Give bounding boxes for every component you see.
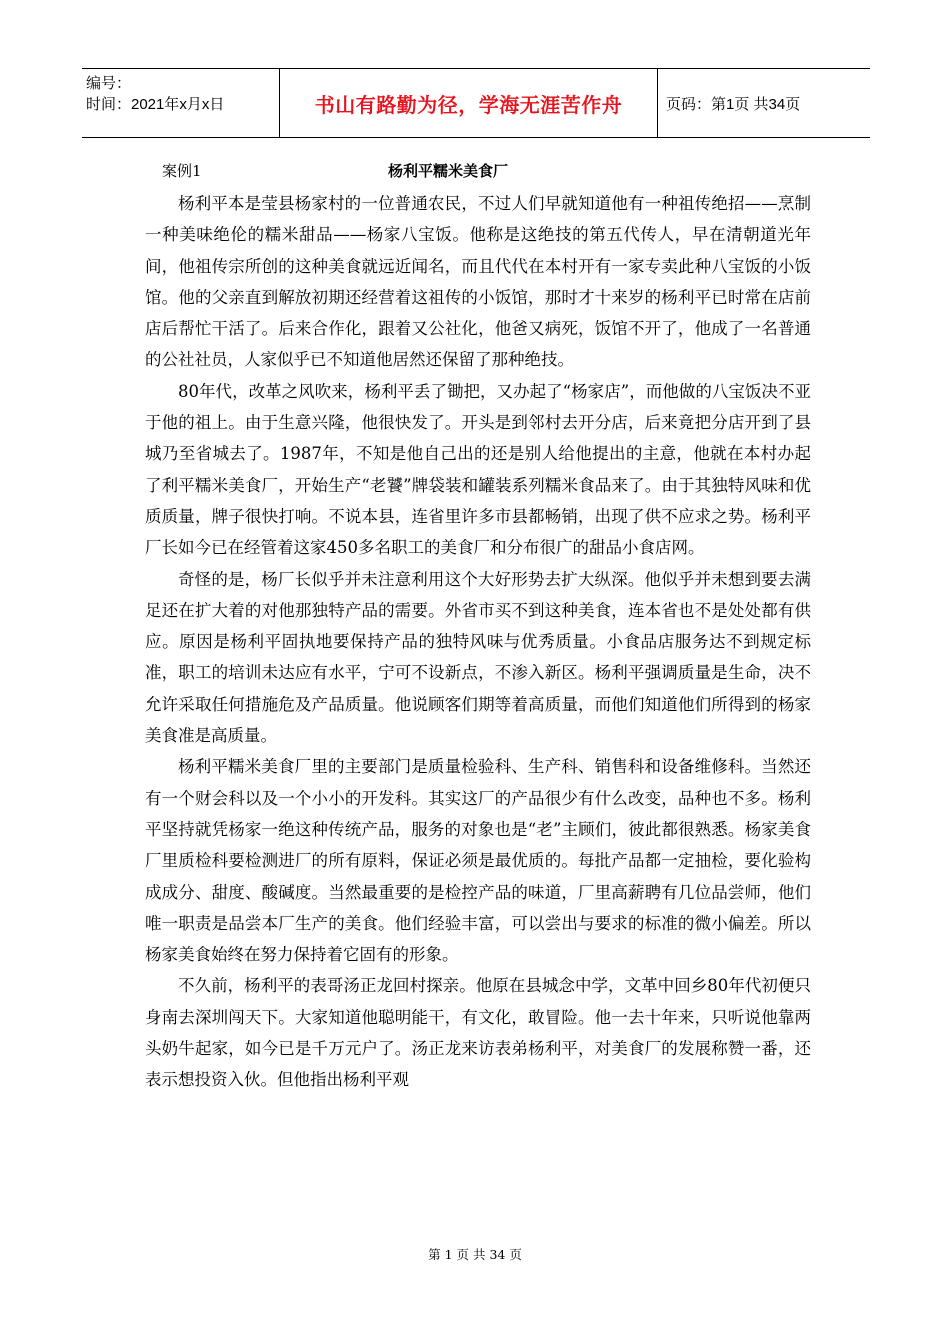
case-label: 案例1 bbox=[162, 162, 202, 180]
paragraph: 杨利平本是莹县杨家村的一位普通农民，不过人们早就知道他有一种祖传绝招——烹制一种美味绝伦的糯米甜品——杨家八宝饭。他称是这绝技的第五代传人，早在清朝道光年间，他祖传宗所创的这种美食就远近闻名，而且代代在本村开有一家专卖此种八宝饭的小饭馆。他的父亲直到解放初期还经营着这祖传的小饭馆，那时才十来岁的杨利平已时常在店前店后帮忙干活了。后来合作化，跟着又公社化，他爸又病死，饭馆不开了，他成了一名普通的公社社员，人家似乎已不知道他居然还保留了那种绝技。 bbox=[145, 194, 811, 370]
paragraph: 80年代，改革之风吹来，杨利平丢了锄把，又办起了“杨家店”，而他做的八宝饭决不亚于他的祖上。由于生意兴隆，他很快发了。开头是到邻村去开分店，后来竟把分店开到了县城乃至省城去了。1987年，不知是他自己出的还是别人给他提出的主意，他就在本村办起了利平糯米美食厂，开始生产“老饕”牌袋装和罐装系列糯米食品来了。由于其独特风味和优质质量，牌子很快打响。不说本县，连省里许多市县都畅销，出现了供不应求之势。杨利平厂长如今已在经管着这家450多名职工的美食厂和分布很广的甜品小食店网。 bbox=[145, 381, 811, 558]
document-header bbox=[82, 68, 870, 138]
paragraph: 杨利平糯米美食厂里的主要部门是质量检验科、生产科、销售科和设备维修科。当然还有一个财会科以及一个小小的开发科。其实这厂的产品很少有什么改变，品种也不多。杨利平坚持就凭杨家一绝这种传统产品，服务的对象也是“老”主顾们，彼此都很熟悉。杨家美食厂里质检科要检测进厂的所有原料，保证必须是最优质的。每批产品都一定抽检，要化验构成成分、甜度、酸碱度。当然最重要的是检控产品的味道，厂里高薪聘有几位品尝师，他们唯一职责是品尝本厂生产的美食。他们经验丰富，可以尝出与要求的标准的微小偏差。所以杨家美食始终在努力保持着它固有的形象。 bbox=[145, 757, 811, 965]
article-title: 杨利平糯米美食厂 bbox=[388, 162, 509, 180]
header-slogan: 书山有路勤为径，学海无涯苦作舟 bbox=[280, 69, 658, 137]
page-footer: 第 1 页 共 34 页 bbox=[428, 1247, 522, 1262]
document-date-label: 时间：2021年x月x日 bbox=[86, 96, 225, 113]
paragraph: 奇怪的是，杨厂长似乎并未注意利用这个大好形势去扩大纵深。他似乎并未想到要去满足还在扩大着的对他那独特产品的需要。外省市买不到这种美食，连本省也不是处处都有供应。原因是杨利平固执地要保持产品的独特风味与优秀质量。小食品店服务达不到规定标准，职工的培训未达应有水平，宁可不设新点，不渗入新区。杨利平强调质量是生命，决不允许采取任何措施危及产品质量。他说顾客们期等着高质量，而他们知道他们所得到的杨家美食准是高质量。 bbox=[145, 569, 811, 746]
document-number-label: 编号： bbox=[86, 75, 132, 92]
article-title-row bbox=[162, 160, 802, 184]
header-page-info: 页码：第1页 共34页 bbox=[666, 95, 801, 113]
paragraph: 不久前，杨利平的表哥汤正龙回村探亲。他原在县城念中学，文革中回乡80年代初便只身南去深圳闯天下。大家知道他聪明能干，有文化，敢冒险。他一去十年来，只听说他靠两头奶牛起家，如今已是千万元户了。汤正龙来访表弟杨利平，对美食厂的发展称赞一番，还表示想投资入伙。但他指出杨利平观 bbox=[145, 976, 811, 1090]
header-meta-cell bbox=[82, 69, 280, 137]
article-body bbox=[145, 188, 811, 1096]
